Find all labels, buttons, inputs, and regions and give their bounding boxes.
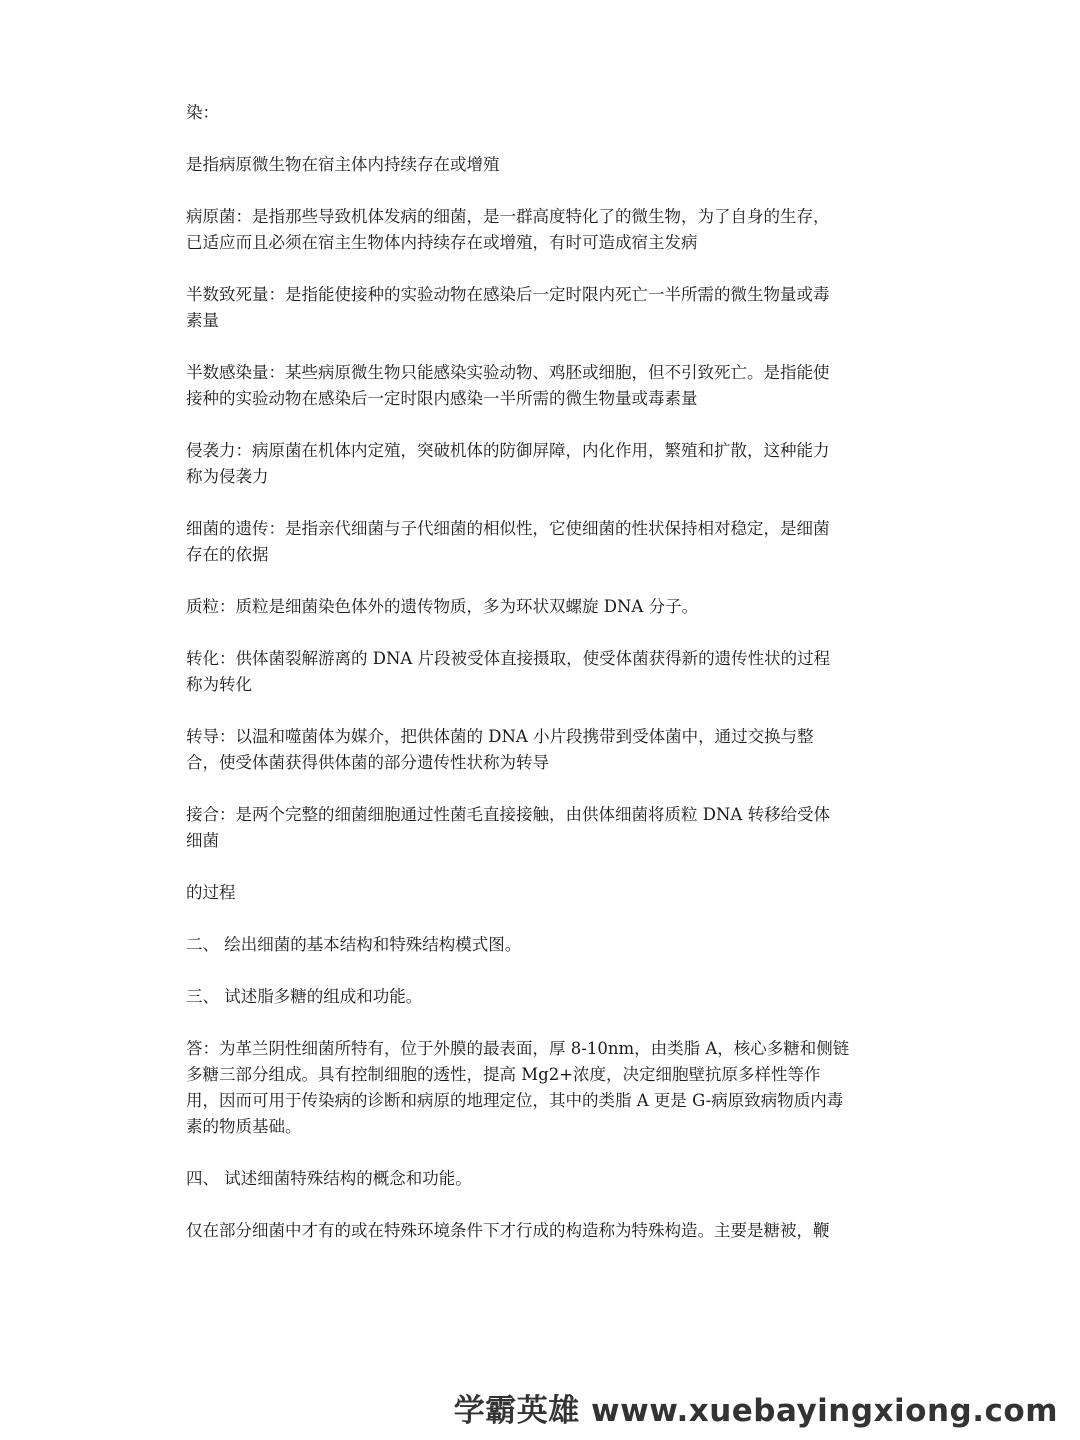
paragraph-line: 接种的实验动物在感染后一定时限内感染一半所需的微生物量或毒素量 [186,389,698,408]
paragraph [186,594,892,620]
paragraph [186,282,892,334]
paragraph-line: 转化：供体菌裂解游离的 DNA 片段被受体直接摄取，使受体菌获得新的遗传性状的过程 [186,649,831,668]
paragraph-line: 称为转化 [186,675,252,694]
paragraph [186,360,892,412]
paragraph-line: 仅在部分细菌中才有的或在特殊环境条件下才行成的构造称为特殊构造。主要是糖被，鞭 [186,1221,830,1240]
paragraph-line: 三、 试述脂多糖的组成和功能。 [186,987,423,1006]
paragraph-line: 侵袭力：病原菌在机体内定殖，突破机体的防御屏障，内化作用，繁殖和扩散，这种能力 [186,441,830,460]
site-watermark: 学霸英雄 www.xuebayingxiong.com [453,1393,1058,1429]
paragraph-line: 细菌 [186,831,219,850]
paragraph-line: 二、 绘出细菌的基本结构和特殊结构模式图。 [186,935,522,954]
paragraph-line: 半数感染量：某些病原微生物只能感染实验动物、鸡胚或细胞，但不引致死亡。是指能使 [186,363,830,382]
paragraph-line: 的过程 [186,883,236,902]
paragraph [186,1166,892,1192]
paragraph-line: 称为侵袭力 [186,467,269,486]
paragraph [186,932,892,958]
paragraph-line: 合，使受体菌获得供体菌的部分遗传性状称为转导 [186,753,549,772]
paragraph-line: 素量 [186,311,219,330]
paragraph [186,1218,892,1244]
paragraph-line: 存在的依据 [186,545,269,564]
paragraph [186,152,892,178]
paragraph [186,984,892,1010]
paragraph-line: 接合：是两个完整的细菌细胞通过性菌毛直接接触，由供体细菌将质粒 DNA 转移给受体 [186,805,831,824]
paragraph [186,802,892,854]
paragraph [186,1036,892,1140]
paragraph [186,204,892,256]
paragraph [186,100,892,126]
paragraph-line: 病原菌：是指那些导致机体发病的细菌，是一群高度特化了的微生物，为了自身的生存， [186,207,830,226]
paragraph [186,646,892,698]
paragraph [186,516,892,568]
document-body [186,100,892,1270]
paragraph-line: 染： [186,103,219,122]
paragraph-line: 是指病原微生物在宿主体内持续存在或增殖 [186,155,500,174]
paragraph-line: 素的物质基础。 [186,1117,302,1136]
paragraph [186,880,892,906]
paragraph-line: 转导：以温和噬菌体为媒介，把供体菌的 DNA 小片段携带到受体菌中，通过交换与整 [186,727,814,746]
paragraph-line: 已适应而且必须在宿主生物体内持续存在或增殖，有时可造成宿主发病 [186,233,698,252]
paragraph [186,724,892,776]
paragraph-line: 多糖三部分组成。具有控制细胞的透性，提高 Mg2+浓度，决定细胞壁抗原多样性等作 [186,1065,821,1084]
paragraph-line: 用，因而可用于传染病的诊断和病原的地理定位，其中的类脂 A 更是 G-病原致病物质内毒 [186,1091,844,1110]
paragraph-line: 四、 试述细菌特殊结构的概念和功能。 [186,1169,472,1188]
paragraph-line: 答：为革兰阴性细菌所特有，位于外膜的最表面，厚 8-10nm，由类脂 A，核心多糖和侧链 [186,1039,850,1058]
paragraph [186,438,892,490]
paragraph-line: 细菌的遗传：是指亲代细菌与子代细菌的相似性，它使细菌的性状保持相对稳定，是细菌 [186,519,830,538]
paragraph-line: 质粒：质粒是细菌染色体外的遗传物质，多为环状双螺旋 DNA 分子。 [186,597,699,616]
paragraph-line: 半数致死量：是指能使接种的实验动物在感染后一定时限内死亡一半所需的微生物量或毒 [186,285,830,304]
